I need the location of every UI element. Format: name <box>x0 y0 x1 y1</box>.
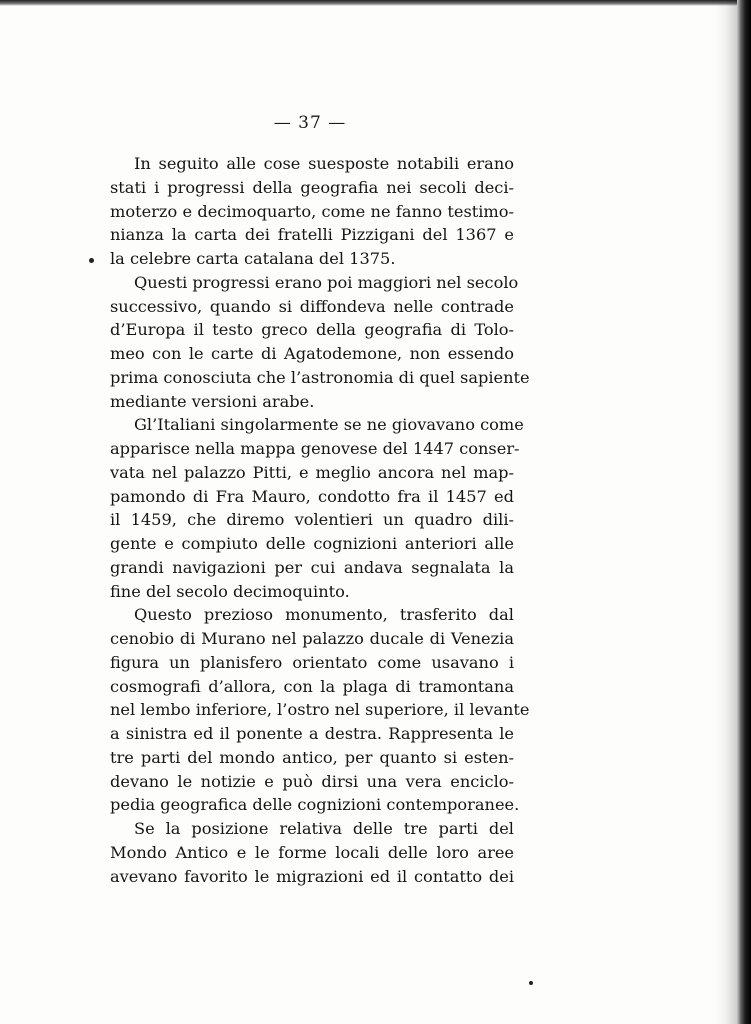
text-line: devano le notizie e può dirsi una vera enciclo- <box>110 771 514 791</box>
text-line: cosmografi d’allora, con la plaga di tramontana <box>110 676 514 696</box>
text-line: meo con le carte di Agatodemone, non essendo <box>110 344 514 363</box>
ink-speck <box>529 981 533 985</box>
text-line: In seguito alle cose suesposte notabili erano <box>134 154 514 173</box>
page-top-edge <box>0 0 751 6</box>
text-line: Mondo Antico e le forme locali delle loro aree <box>110 842 514 862</box>
text-line: nianza la carta dei fratelli Pizzigani del 1367 e <box>110 225 514 245</box>
text-line: mediante versioni arabe. <box>110 391 315 411</box>
text-line: fine del secolo decimoquinto. <box>110 581 350 601</box>
text-line: la celebre carta catalana del 1375. <box>110 249 396 268</box>
text-line: stati i progressi della geografia nei secoli deci- <box>110 177 514 197</box>
text-line: successivo, quando si diffondeva nelle contrade <box>110 296 514 316</box>
text-line: avevano favorito le migrazioni ed il contatto dei <box>110 866 514 886</box>
text-line: tre parti del mondo antico, per quanto si esten- <box>110 747 514 767</box>
text-line: il 1459, che diremo volentieri un quadro dili- <box>110 510 514 530</box>
body-text <box>110 152 530 888</box>
text-line: Se la posizione relativa delle tre parti del <box>134 819 514 838</box>
text-line: d’Europa il testo greco della geografia di Tolo- <box>110 320 514 340</box>
text-line: pamondo di Fra Mauro, condotto fra il 1457 ed <box>110 486 514 506</box>
page-right-edge <box>737 0 751 1024</box>
text-line: gente e compiuto delle cognizioni anteriori alle <box>110 534 514 553</box>
text-line: prima conosciuta che l’astronomia di quel sapiente <box>110 367 530 387</box>
text-line: Gl’Italiani singolarmente se ne giovavano come <box>134 415 524 435</box>
text-line: cenobio di Murano nel palazzo ducale di Venezia <box>110 629 514 648</box>
text-line: apparisce nella mappa genovese del 1447 conser- <box>110 439 520 458</box>
text-line: moterzo e decimoquarto, come ne fanno testimo- <box>110 201 514 221</box>
page-gutter-shadow <box>715 0 737 1024</box>
text-line: Questi progressi erano poi maggiori nel secolo <box>134 272 519 292</box>
text-line: a sinistra ed il ponente a destra. Rappresenta le <box>110 724 514 743</box>
ink-speck <box>89 258 94 263</box>
text-line: pedia geografica delle cognizioni contemporanee. <box>110 795 520 815</box>
page-number: — 37 — <box>273 113 347 133</box>
text-line: Questo prezioso monumento, trasferito dal <box>134 605 514 625</box>
text-line: nel lembo inferiore, l’ostro nel superiore, il levante <box>110 700 530 720</box>
text-line: grandi navigazioni per cui andava segnalata la <box>110 557 514 577</box>
text-line: vata nel palazzo Pitti, e meglio ancora nel map- <box>110 462 514 482</box>
text-line: figura un planisfero orientato come usavano i <box>110 652 514 672</box>
